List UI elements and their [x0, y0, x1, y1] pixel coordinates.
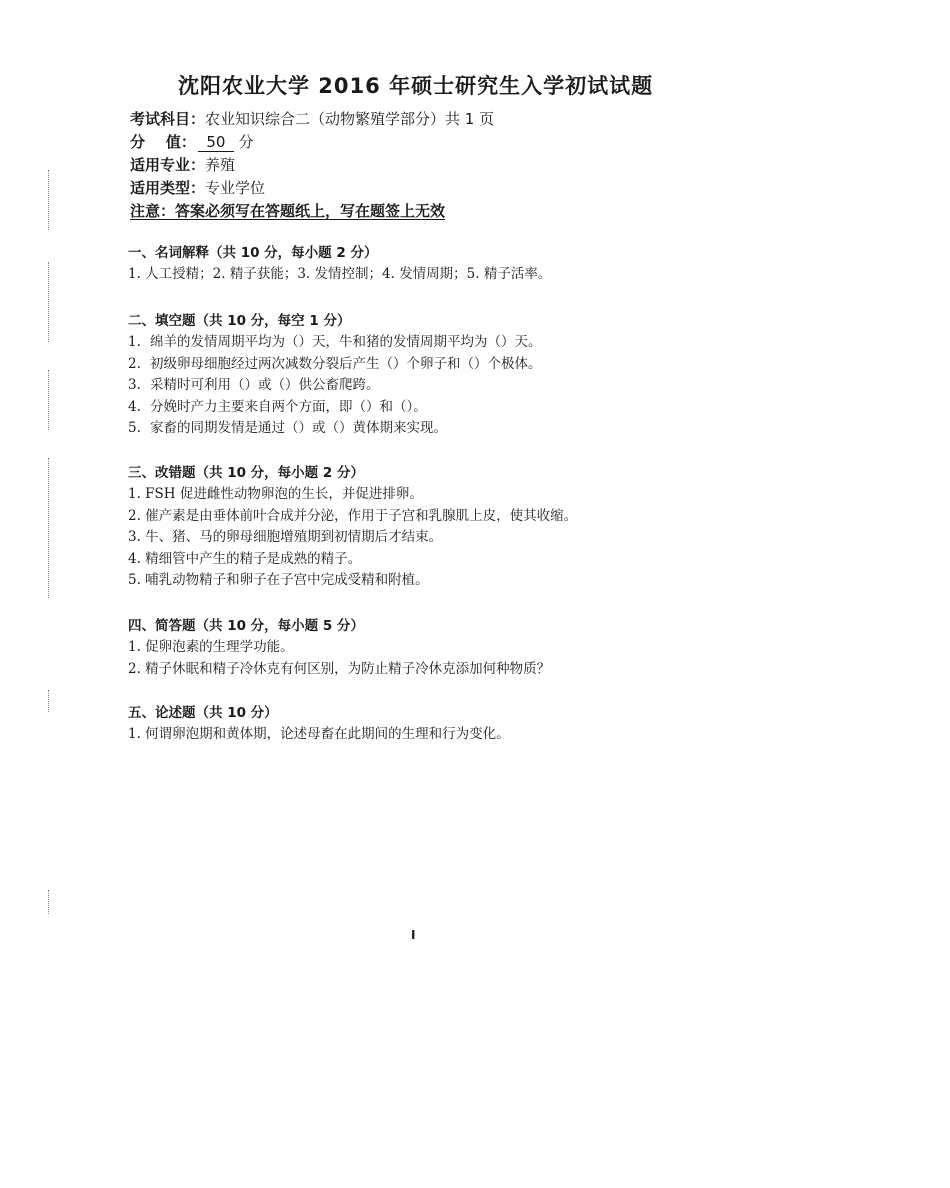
- section-title: 一、名词解释（共 10 分，每小题 2 分）: [128, 245, 378, 261]
- binding-margin-dots: [48, 262, 53, 342]
- question-text: 采精时可利用（）或（）供公畜爬跨。: [150, 377, 380, 393]
- binding-margin-dots: [48, 170, 53, 230]
- question-item: [128, 332, 542, 354]
- section-short-answer: [128, 615, 550, 680]
- question-item: [128, 397, 542, 419]
- section-fill-blank: [128, 310, 542, 440]
- question-number: 5.: [128, 420, 141, 436]
- question-item: [128, 354, 542, 376]
- major-label: 适用专业：: [130, 156, 206, 174]
- subject-row: [130, 108, 494, 131]
- section-title: 二、填空题（共 10 分，每空 1 分）: [128, 313, 351, 329]
- question-item: 5. 哺乳动物精子和卵子在子宫中完成受精和附植。: [128, 572, 429, 588]
- section-title: 四、简答题（共 10 分，每小题 5 分）: [128, 618, 364, 634]
- question-item: 2. 精子休眠和精子冷休克有何区别，为防止精子冷休克添加何种物质？: [128, 660, 551, 677]
- section-title: 三、改错题（共 10 分，每小题 2 分）: [128, 465, 364, 481]
- question-item: 3. 牛、猪、马的卵母细胞增殖期到初情期后才结束。: [128, 529, 443, 545]
- question-text: 家畜的同期发情是通过（）或（）黄体期来实现。: [150, 420, 447, 436]
- question-item: 1. 人工授精；2. 精子获能；3. 发情控制；4. 发情周期；5. 精子活率。: [128, 266, 552, 282]
- question-item: 1. FSH 促进雌性动物卵泡的生长，并促进排卵。: [128, 486, 423, 502]
- subject-value: 农业知识综合二（动物繁殖学部分）共 1 页: [205, 110, 495, 128]
- question-item: [128, 375, 542, 397]
- binding-margin-dots: [48, 458, 53, 598]
- page-marker: I: [411, 928, 416, 942]
- binding-margin-dots: [48, 890, 53, 914]
- answer-notice: 注意：答案必须写在答题纸上，写在题签上无效: [130, 202, 446, 220]
- section-title: 五、论述题（共 10 分）: [128, 705, 278, 721]
- section-correction: [128, 462, 577, 592]
- subject-label: 考试科目：: [130, 110, 206, 128]
- major-value: 养殖: [205, 156, 236, 174]
- question-number: 2.: [128, 355, 141, 372]
- question-item: 1. 促卵泡素的生理学功能。: [128, 639, 294, 655]
- score-row: [130, 131, 494, 154]
- section-terms: [128, 242, 551, 286]
- major-row: [130, 154, 494, 177]
- type-label: 适用类型：: [130, 179, 206, 197]
- section-essay: [128, 702, 510, 746]
- question-item: [128, 418, 542, 440]
- question-text: 绵羊的发情周期平均为（）天，牛和猪的发情周期平均为（）天。: [150, 334, 542, 350]
- binding-margin-dots: [48, 690, 53, 712]
- exam-title: 沈阳农业大学 2016 年硕士研究生入学初试试题: [178, 74, 654, 98]
- type-value: 专业学位: [205, 179, 266, 197]
- score-value: 50: [198, 134, 234, 152]
- question-number: 4.: [128, 398, 141, 415]
- question-item: 4. 精细管中产生的精子是成熟的精子。: [128, 550, 362, 567]
- score-label: 分 值：: [130, 133, 196, 151]
- type-row: [130, 177, 494, 200]
- binding-margin-dots: [48, 370, 53, 430]
- question-text: 分娩时产力主要来自两个方面，即（）和（）。: [150, 398, 427, 415]
- question-text: 初级卵母细胞经过两次减数分裂后产生（）个卵子和（）个极体。: [150, 355, 542, 372]
- score-unit: 分: [238, 133, 254, 151]
- question-item: 2. 催产素是由垂体前叶合成并分泌，作用于子宫和乳腺肌上皮，使其收缩。: [128, 507, 578, 524]
- question-item: 1. 何谓卵泡期和黄体期，论述母畜在此期间的生理和行为变化。: [128, 726, 510, 742]
- question-number: 1.: [128, 334, 141, 350]
- question-number: 3.: [128, 377, 141, 393]
- exam-meta: [130, 108, 494, 223]
